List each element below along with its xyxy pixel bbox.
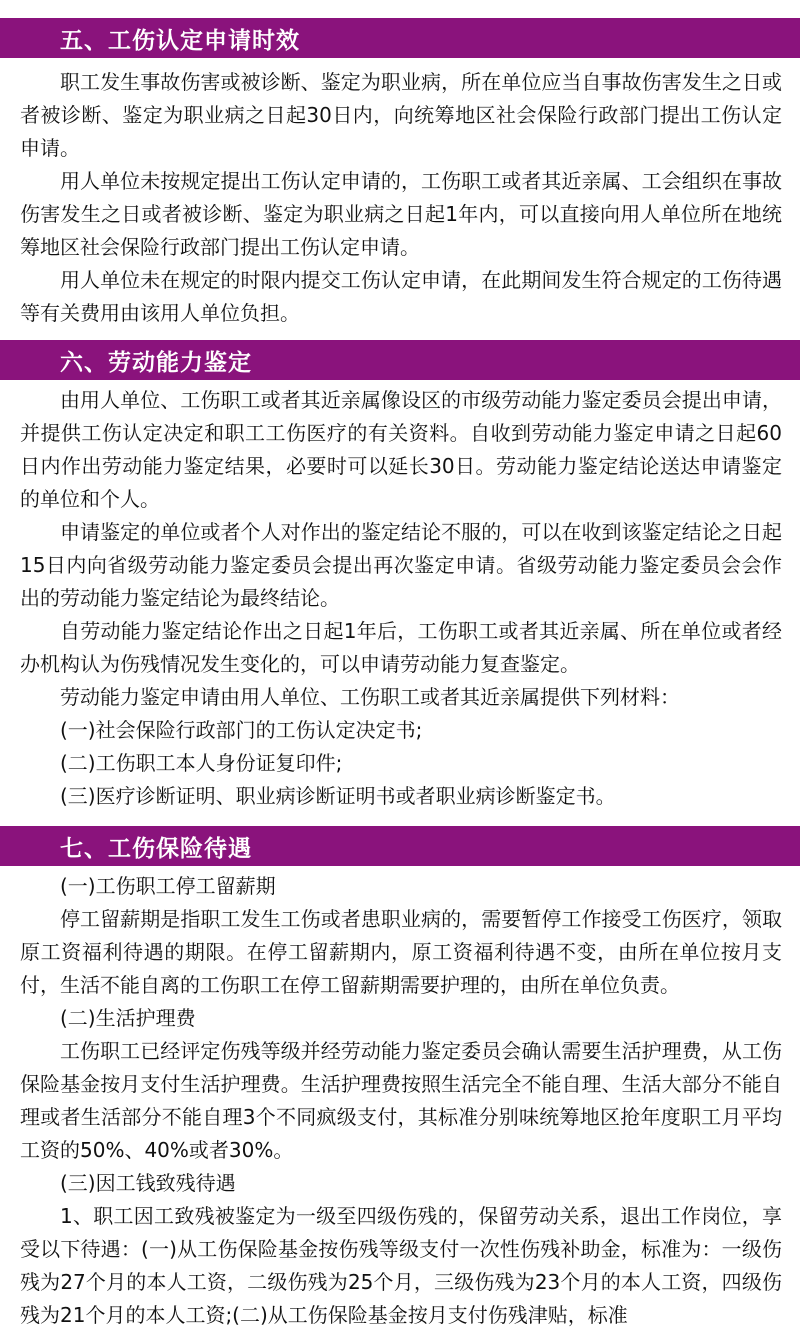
paragraph: 由用人单位、工伤职工或者其近亲属像设区的市级劳动能力鉴定委员会提出申请，并提供工伤认定决定和职工工伤医疗的有关资料。自收到劳动能力鉴定申请之日起60日内作出劳动能力鉴定结果，必要时可以延长30日。劳动能力鉴定结论送达申请鉴定的单位和个人。 (20, 388, 782, 511)
section-header (0, 826, 800, 866)
section-labor-capacity-appraisal (0, 340, 800, 813)
section-body (0, 866, 800, 1332)
subheading: (二)生活护理费 (60, 1006, 196, 1030)
list-item: (一)社会保险行政部门的工伤认定决定书; (60, 718, 423, 742)
subheading: (一)工伤职工停工留薪期 (60, 874, 276, 898)
paragraph: 工伤职工已经评定伤残等级并经劳动能力鉴定委员会确认需要生活护理费，从工伤保险基金按月支付生活护理费。生活护理费按照生活完全不能自理、生活大部分不能自理或者生活部分不能自理3个不同疯级支付，其标准分别味统筹地区抢年度职工月平均工资的50%、40%或者30%。 (20, 1039, 782, 1162)
section-title: 五、工伤认定申请时效 (60, 27, 300, 54)
section-work-injury-benefits (0, 826, 800, 1332)
list-item: (二)工伤职工本人身份证复印件; (60, 751, 343, 775)
list-item: 劳动能力鉴定申请由用人单位、工伤职工或者其近亲属提供下列材料： (60, 685, 680, 709)
list-item: (三)医疗诊断证明、职业病诊断证明书或者职业病诊断鉴定书。 (60, 784, 616, 808)
paragraph: 职工发生事故伤害或被诊断、鉴定为职业病，所在单位应当自事故伤害发生之日或者被诊断、鉴定为职业病之日起30日内，向统筹地区社会保险行政部门提出工伤认定申请。 (20, 70, 782, 160)
paragraph: 1、职工因工致残被鉴定为一级至四级伤残的，保留劳动关系，退出工作岗位，享受以下待遇：(一)从工伤保险基金按伤残等级支付一次性伤残补助金，标准为：一级伤残为27个月的本人工资，二级伤残为25个月，三级伤残为23个月的本人工资，四级伤残为21个月的本人工资;(二)从工伤保险基金按月支付伤残津贴，标准 (20, 1204, 782, 1327)
paragraph: 自劳动能力鉴定结论作出之日起1年后，工伤职工或者其近亲属、所在单位或者经办机构认为伤残情况发生变化的，可以申请劳动能力复查鉴定。 (20, 619, 782, 676)
paragraph: 停工留薪期是指职工发生工伤或者患职业病的，需要暂停工作接受工伤医疗，领取原工资福利待遇的期限。在停工留薪期内，原工资福利待遇不变，由所在单位按月支付，生活不能自离的工伤职工在停工留薪期需要护理的，由所在单位负责。 (20, 907, 782, 997)
section-header (0, 18, 800, 58)
section-title: 七、工伤保险待遇 (60, 835, 252, 862)
section-body (0, 58, 800, 330)
section-header (0, 340, 800, 380)
section-title: 六、劳动能力鉴定 (60, 349, 252, 376)
section-work-injury-deadline (0, 18, 800, 330)
paragraph: 用人单位未在规定的时限内提交工伤认定申请，在此期间发生符合规定的工伤待遇等有关费用由该用人单位负担。 (20, 268, 782, 325)
paragraph: 用人单位未按规定提出工伤认定申请的，工伤职工或者其近亲属、工会组织在事故伤害发生之日或者被诊断、鉴定为职业病之日起1年内，可以直接向用人单位所在地统筹地区社会保险行政部门提出工伤认定申请。 (20, 169, 782, 259)
paragraph: 申请鉴定的单位或者个人对作出的鉴定结论不服的，可以在收到该鉴定结论之日起15日内向省级劳动能力鉴定委员会提出再次鉴定申请。省级劳动能力鉴定委员会会作出的劳动能力鉴定结论为最终结论。 (20, 520, 782, 610)
section-body (0, 380, 800, 813)
subheading: (三)因工钱致残待遇 (60, 1171, 236, 1195)
